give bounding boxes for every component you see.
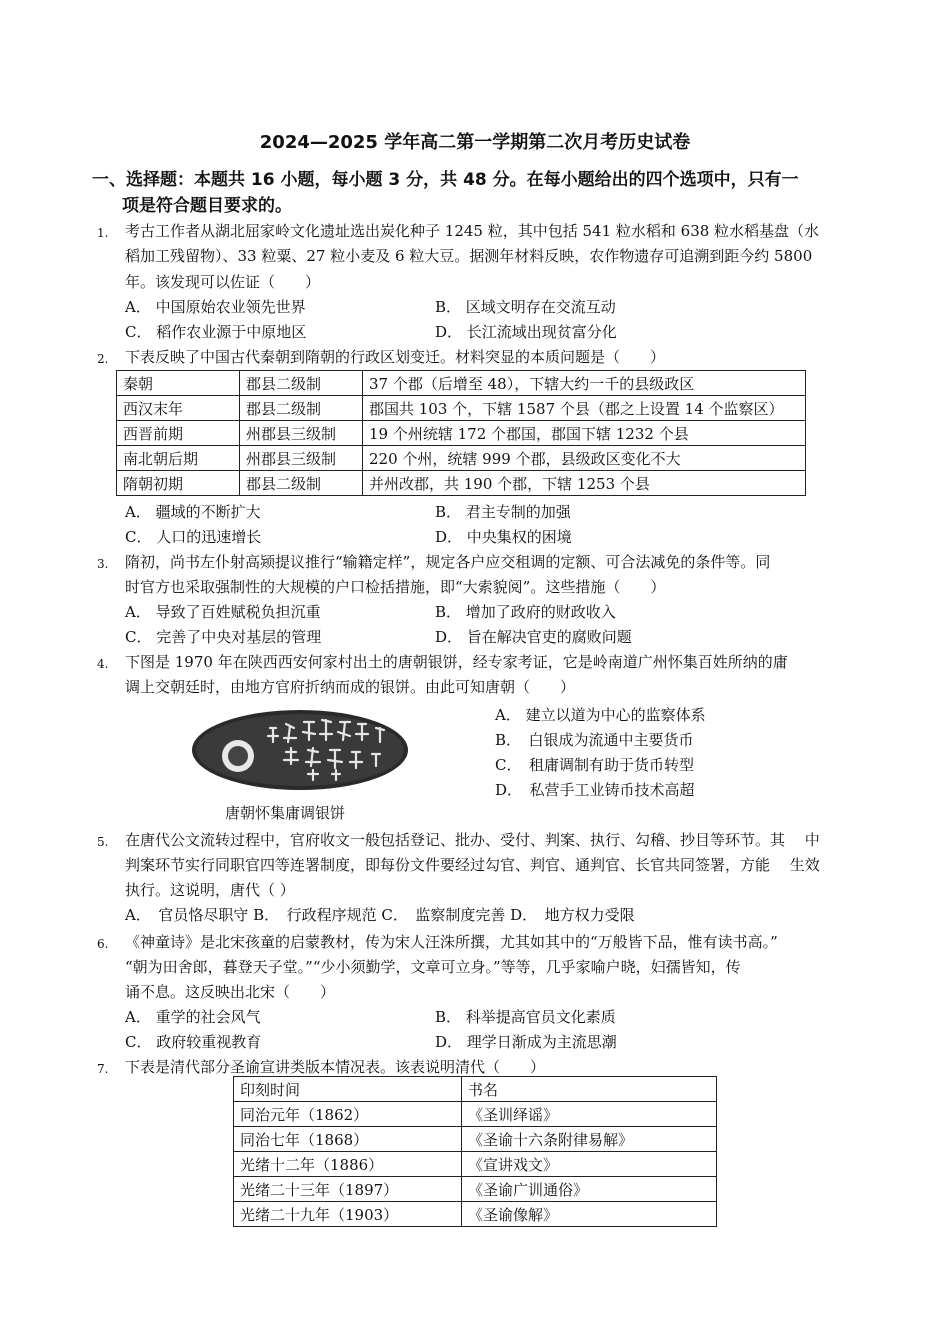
q7-header-cell: 书名 [462, 1077, 717, 1102]
q1-line1: 考古工作者从湖北屈家岭文化遗址选出炭化种子 1245 粒，其中包括 541 粒水稻和 638 粒水稻基盘（水 [125, 222, 820, 240]
q2-cell: 隋朝初期 [117, 471, 240, 496]
q4-option-a: A． 建立以道为中心的监察体系 [495, 706, 706, 724]
q3-line1: 隋初，尚书左仆射高颎提议推行“输籍定样”，规定各户应交租调的定额、可合法减免的条件等。同 [125, 553, 771, 571]
q5-line1: 在唐代公文流转过程中，官府收文一般包括登记、批办、受付、判案、执行、勾稽、抄目等环节。其 中 [125, 831, 820, 849]
q2-option-b: B． 君主专制的加强 [435, 503, 571, 521]
q4-option-d: D． 私营手工业铸币技术高超 [495, 781, 695, 799]
q6-number: 6. [97, 937, 109, 951]
q6-option-a: A． 重学的社会风气 [125, 1008, 261, 1026]
q3-option-b: B． 增加了政府的财政收入 [435, 603, 616, 621]
q5-line3: 执行。这说明，唐代（ ） [125, 881, 295, 899]
q6-option-d: D． 理学日渐成为主流思潮 [435, 1033, 617, 1051]
q2-option-c: C． 人口的迅速增长 [125, 528, 262, 546]
q2-cell: 西汉末年 [117, 396, 240, 421]
q2-cell: 郡县二级制 [240, 396, 363, 421]
q7-cell: 光绪二十三年（1897） [234, 1177, 462, 1202]
q3-line2: 时官方也采取强制性的大规模的户口检括措施，即“大索貌阅”。这些措施（ ） [125, 578, 666, 596]
q2-cell: 秦朝 [117, 371, 240, 396]
q7-cell: 光绪十二年（1886） [234, 1152, 462, 1177]
q7-stem: 下表是清代部分圣谕宣讲类版本情况表。该表说明清代（ ） [125, 1058, 546, 1076]
q1-number: 1. [97, 226, 109, 240]
q7-cell: 光绪二十九年（1903） [234, 1202, 462, 1227]
q1-option-c: C． 稻作农业源于中原地区 [125, 323, 307, 341]
q3-option-d: D． 旨在解决官吏的腐败问题 [435, 628, 632, 646]
exam-title: 2024—2025 学年高二第一学期第二次月考历史试卷 [259, 132, 691, 153]
q2-option-a: A． 疆域的不断扩大 [125, 503, 261, 521]
section-heading-line2: 项是符合题目要求的。 [122, 196, 292, 216]
silver-cake-image [190, 708, 410, 793]
q3-number: 3. [97, 557, 109, 571]
q2-cell: 并州改郡，共 190 个郡，下辖 1253 个县 [363, 471, 806, 496]
q2-cell: 220 个州，统辖 999 个郡，县级政区变化不大 [363, 446, 806, 471]
table-row [234, 1102, 717, 1127]
q2-cell: 南北朝后期 [117, 446, 240, 471]
q6-option-b: B． 科举提高官员文化素质 [435, 1008, 616, 1026]
q3-option-c: C． 完善了中央对基层的管理 [125, 628, 322, 646]
q6-line1: 《神童诗》是北宋孩童的启蒙教材，传为宋人汪洙所撰，尤其如其中的“万般皆下品，惟有读书高。” [125, 933, 778, 951]
table-row [234, 1177, 717, 1202]
q1-line3: 年。该发现可以佐证（ ） [125, 273, 321, 291]
table-row [234, 1152, 717, 1177]
q2-option-d: D． 中央集权的困境 [435, 528, 572, 546]
q3-option-a: A． 导致了百姓赋税负担沉重 [125, 603, 321, 621]
q1-option-b: B． 区域文明存在交流互动 [435, 298, 616, 316]
table-row [117, 371, 806, 396]
q1-option-a: A． 中国原始农业领先世界 [125, 298, 306, 316]
q7-table [233, 1076, 717, 1227]
table-header-row [234, 1077, 717, 1102]
q7-cell: 《圣训绎谣》 [462, 1102, 717, 1127]
q7-cell: 《圣谕广训通俗》 [462, 1177, 717, 1202]
section-heading [92, 167, 872, 219]
q2-cell: 西晋前期 [117, 421, 240, 446]
q4-image-caption: 唐朝怀集庸调银饼 [225, 804, 346, 822]
q4-option-b: B． 白银成为流通中主要货币 [495, 731, 694, 749]
q7-number: 7. [97, 1062, 109, 1076]
q1-line2: 稻加工残留物）、33 粒粟、27 粒小麦及 6 粒大豆。据测年材料反映，农作物遗存可追溯到距今约 5800 [125, 247, 813, 265]
q7-cell: 《圣谕像解》 [462, 1202, 717, 1227]
q5-line2: 判案环节实行同职官四等连署制度，即每份文件要经过勾官、判官、通判官、长官共同签署，方能 生效 [125, 856, 820, 874]
q7-cell: 同治元年（1862） [234, 1102, 462, 1127]
q2-cell: 郡国共 103 个，下辖 1587 个县（郡之上设置 14 个监察区） [363, 396, 806, 421]
q1-option-d: D． 长江流域出现贫富分化 [435, 323, 617, 341]
q6-line3: 诵不息。这反映出北宋（ ） [125, 983, 336, 1001]
table-row [117, 421, 806, 446]
q5-options: A． 官员恪尽职守 B． 行政程序规范 C． 监察制度完善 D． 地方权力受限 [125, 906, 635, 924]
q4-line1: 下图是 1970 年在陕西西安何家村出土的唐朝银饼，经专家考证，它是岭南道广州怀集百姓所纳的庸 [125, 653, 788, 671]
table-row [234, 1202, 717, 1227]
q7-header-cell: 印刻时间 [234, 1077, 462, 1102]
q7-cell: 《宣讲戏文》 [462, 1152, 717, 1177]
q2-cell: 郡县二级制 [240, 471, 363, 496]
q6-line2: “朝为田舍郎，暮登天子堂。”“少小须勤学，文章可立身。”等等，几乎家喻户晓，妇孺皆知，传 [125, 958, 741, 976]
q4-option-c: C． 租庸调制有助于货币转型 [495, 756, 694, 774]
section-heading-line1: 一、选择题：本题共 16 小题，每小题 3 分，共 48 分。在每小题给出的四个选项中，只有一 [92, 170, 799, 190]
table-row [234, 1127, 717, 1152]
q4-line2: 调上交朝廷时，由地方官府折纳而成的银饼。由此可知唐朝（ ） [125, 678, 576, 696]
q2-cell: 19 个州统辖 172 个郡国，郡国下辖 1232 个县 [363, 421, 806, 446]
q2-cell: 州郡县三级制 [240, 446, 363, 471]
table-row [117, 446, 806, 471]
q2-cell: 37 个郡（后增至 48），下辖大约一千的县级政区 [363, 371, 806, 396]
q4-number: 4. [97, 657, 109, 671]
q7-cell: 《圣谕十六条附律易解》 [462, 1127, 717, 1152]
q7-cell: 同治七年（1868） [234, 1127, 462, 1152]
q2-table [116, 370, 806, 496]
q5-number: 5. [97, 835, 109, 849]
q2-number: 2. [97, 352, 109, 366]
q2-cell: 郡县二级制 [240, 371, 363, 396]
table-row [117, 396, 806, 421]
q2-cell: 州郡县三级制 [240, 421, 363, 446]
q6-option-c: C． 政府较重视教育 [125, 1033, 262, 1051]
q2-stem: 下表反映了中国古代秦朝到隋朝的行政区划变迁。材料突显的本质问题是（ ） [125, 348, 666, 366]
table-row [117, 471, 806, 496]
